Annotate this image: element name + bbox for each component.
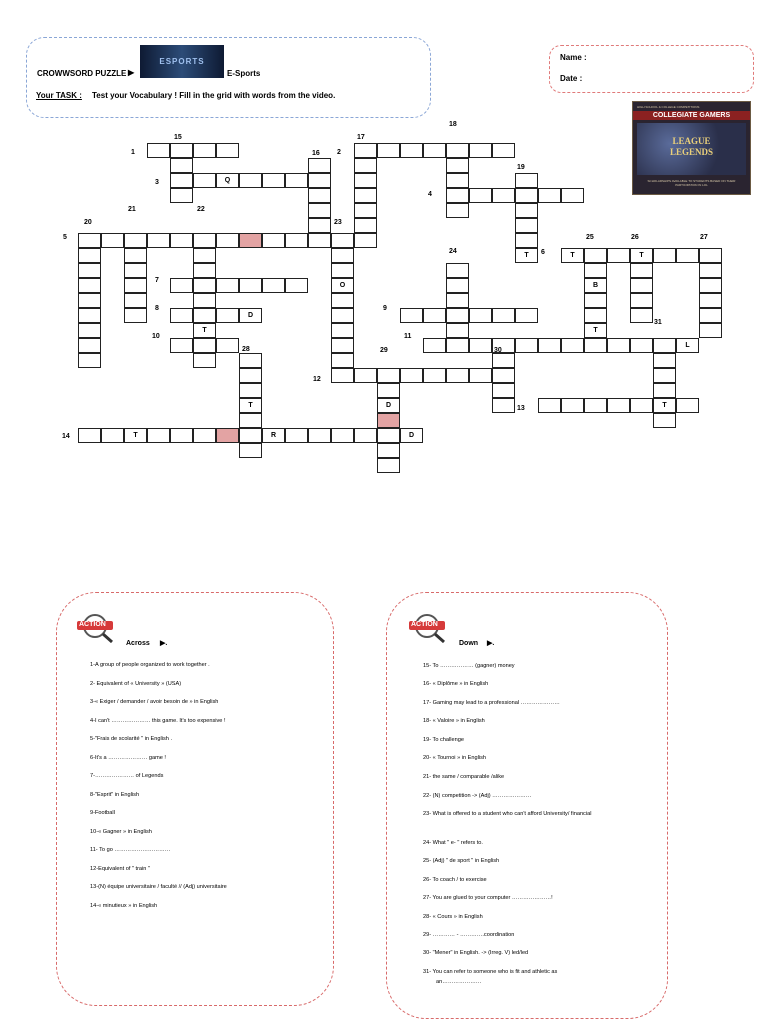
grid-cell[interactable] — [354, 233, 377, 248]
clue-number: 22 — [197, 206, 205, 213]
clue-number: 31 — [654, 319, 662, 326]
grid-cell[interactable] — [400, 143, 423, 158]
grid-cell[interactable] — [78, 278, 101, 293]
grid-cell[interactable] — [308, 158, 331, 173]
grid-cell[interactable] — [446, 293, 469, 308]
clue-number: 11 — [404, 333, 412, 340]
down-heading: Down — [459, 640, 479, 647]
down-clue: 26- To coach / to exercise — [423, 877, 487, 883]
down-clue: 15- To ……………… (gagner) money — [423, 663, 515, 669]
grid-cell[interactable] — [331, 248, 354, 263]
grid-cell[interactable] — [630, 398, 653, 413]
clue-number: 12 — [313, 376, 321, 383]
grid-cell[interactable] — [147, 233, 170, 248]
grid-cell[interactable] — [492, 398, 515, 413]
grid-cell[interactable] — [170, 308, 193, 323]
poster-logo-line1: LEAGUE — [672, 136, 711, 146]
down-clue: 20- « Tournoi » in English — [423, 755, 487, 761]
grid-cell[interactable] — [262, 233, 285, 248]
down-clue: 17- Gaming may lead to a professional ………………… — [423, 700, 560, 706]
grid-cell[interactable] — [492, 368, 515, 383]
across-clue: 13-(N) équipe universitaire / faculté // (Adj) universitaire — [90, 884, 227, 890]
grid-cell[interactable] — [584, 263, 607, 278]
grid-cell[interactable] — [469, 368, 492, 383]
down-clue: 21- the same / comparable /alike — [423, 774, 505, 780]
down-clue: an………………… — [436, 979, 482, 985]
clue-number: 20 — [84, 219, 92, 226]
grid-cell[interactable] — [193, 173, 216, 188]
clue-number: 7 — [155, 277, 159, 284]
grid-cell[interactable] — [331, 323, 354, 338]
clue-number: 15 — [174, 134, 182, 141]
grid-cell[interactable]: T — [515, 248, 538, 263]
grid-cell[interactable] — [78, 308, 101, 323]
grid-cell[interactable] — [446, 158, 469, 173]
grid-cell[interactable] — [423, 338, 446, 353]
grid-cell[interactable] — [699, 293, 722, 308]
grid-cell[interactable] — [193, 428, 216, 443]
grid-cell[interactable] — [216, 233, 239, 248]
date-label: Date : — [560, 74, 583, 83]
grid-cell[interactable]: T — [653, 398, 676, 413]
grid-cell[interactable] — [193, 143, 216, 158]
clue-number: 9 — [383, 305, 387, 312]
grid-cell[interactable] — [78, 263, 101, 278]
clue-number: 23 — [334, 219, 342, 226]
grid-cell[interactable] — [78, 323, 101, 338]
down-clue: 24- What " e- " refers to. — [423, 840, 483, 846]
grid-cell[interactable] — [170, 233, 193, 248]
across-clue: 1-A group of people organized to work together . — [90, 662, 210, 668]
down-clue: 25- (Adj) " de sport " in English — [423, 858, 500, 864]
grid-cell[interactable] — [492, 353, 515, 368]
across-clue: 11- To go ………………………… — [90, 847, 171, 853]
down-clue: 28- « Cours » in English — [423, 914, 483, 920]
grid-cell[interactable] — [216, 278, 239, 293]
grid-cell[interactable]: T — [561, 248, 584, 263]
grid-cell[interactable] — [331, 308, 354, 323]
grid-cell[interactable] — [515, 188, 538, 203]
grid-cell[interactable] — [423, 308, 446, 323]
grid-cell[interactable] — [308, 218, 331, 233]
grid-cell[interactable] — [124, 233, 147, 248]
grid-cell[interactable] — [239, 428, 262, 443]
down-clue: 22- (N) competition -> (Adj) ………………… — [423, 793, 532, 799]
grid-cell[interactable]: D — [400, 428, 423, 443]
grid-cell[interactable] — [331, 353, 354, 368]
grid-cell[interactable] — [354, 428, 377, 443]
grid-cell[interactable] — [331, 263, 354, 278]
clue-number: 21 — [128, 206, 136, 213]
topic-label: E-Sports — [227, 69, 261, 78]
grid-cell[interactable]: T — [124, 428, 147, 443]
grid-cell[interactable] — [216, 308, 239, 323]
grid-cell[interactable] — [653, 368, 676, 383]
grid-cell[interactable] — [377, 143, 400, 158]
grid-cell[interactable] — [607, 398, 630, 413]
down-clue: 29- ………… - ………….coordination — [423, 932, 515, 938]
across-arrow: ▶. — [160, 640, 168, 647]
clue-number: 3 — [155, 179, 159, 186]
grid-cell[interactable] — [492, 383, 515, 398]
across-badge-text: ACTION — [79, 621, 106, 628]
grid-cell[interactable] — [285, 278, 308, 293]
across-badge — [74, 613, 124, 643]
grid-cell[interactable]: B — [584, 278, 607, 293]
grid-cell[interactable] — [653, 338, 676, 353]
grid-cell[interactable] — [331, 428, 354, 443]
grid-cell[interactable] — [515, 308, 538, 323]
grid-cell[interactable] — [124, 293, 147, 308]
down-badge — [406, 613, 456, 643]
grid-cell[interactable] — [515, 233, 538, 248]
grid-cell[interactable] — [262, 278, 285, 293]
grid-cell[interactable] — [331, 368, 354, 383]
grid-cell[interactable] — [446, 173, 469, 188]
clue-number: 19 — [517, 164, 525, 171]
clue-number: 2 — [337, 149, 341, 156]
grid-cell[interactable] — [400, 308, 423, 323]
grid-cell[interactable] — [331, 233, 354, 248]
grid-cell[interactable] — [216, 338, 239, 353]
grid-cell[interactable] — [377, 458, 400, 473]
grid-cell[interactable] — [78, 233, 101, 248]
down-arrow: ▶. — [487, 640, 495, 647]
grid-cell[interactable] — [469, 308, 492, 323]
across-clue: 4-I can't ………………… this game. It's too expensive ! — [90, 717, 226, 724]
grid-cell[interactable] — [584, 338, 607, 353]
grid-cell[interactable] — [653, 413, 676, 428]
grid-cell[interactable] — [377, 428, 400, 443]
grid-cell[interactable] — [423, 368, 446, 383]
grid-cell[interactable] — [239, 353, 262, 368]
grid-cell[interactable] — [469, 143, 492, 158]
grid-cell[interactable] — [515, 338, 538, 353]
grid-cell[interactable] — [630, 293, 653, 308]
clue-number: 14 — [62, 433, 70, 440]
grid-cell[interactable] — [78, 338, 101, 353]
grid-cell[interactable] — [239, 368, 262, 383]
clue-number: 28 — [242, 346, 250, 353]
across-clue: 9-Football — [90, 810, 115, 816]
across-clue: 8-"Esprit" in English — [90, 791, 140, 798]
grid-cell[interactable] — [216, 143, 239, 158]
clue-number: 4 — [428, 191, 432, 198]
clue-number: 13 — [517, 405, 525, 412]
grid-cell[interactable] — [538, 188, 561, 203]
grid-cell[interactable] — [446, 308, 469, 323]
grid-cell[interactable] — [469, 188, 492, 203]
grid-cell[interactable] — [147, 428, 170, 443]
grid-cell[interactable] — [561, 338, 584, 353]
grid-cell[interactable] — [630, 308, 653, 323]
grid-cell[interactable] — [124, 278, 147, 293]
grid-cell[interactable] — [170, 143, 193, 158]
grid-cell[interactable] — [193, 233, 216, 248]
down-clue: 23- What is offered to a student who can't afford University/ financial — [423, 811, 592, 817]
clue-number: 27 — [700, 234, 708, 241]
grid-cell[interactable] — [216, 428, 239, 443]
grid-cell[interactable] — [630, 338, 653, 353]
grid-cell[interactable] — [446, 203, 469, 218]
grid-cell[interactable] — [331, 293, 354, 308]
poster-bottom-line: SCHOLARSHIPS AVAILABLE TO STUDENTS BASED ON THEIR PARTICIPATION IN LOL — [647, 179, 736, 187]
grid-cell[interactable] — [354, 203, 377, 218]
across-clue: 3-« Exiger / demander / avoir besoin de » in English — [90, 699, 219, 705]
grid-cell[interactable] — [377, 383, 400, 398]
magnifier-icon — [74, 613, 124, 643]
clue-number: 8 — [155, 305, 159, 312]
grid-cell[interactable] — [584, 308, 607, 323]
grid-cell[interactable]: T — [584, 323, 607, 338]
grid-cell[interactable] — [308, 188, 331, 203]
grid-cell[interactable] — [630, 263, 653, 278]
grid-cell[interactable] — [239, 413, 262, 428]
grid-cell[interactable]: L — [676, 338, 699, 353]
grid-cell[interactable] — [400, 368, 423, 383]
task-text: Test your Vocabulary ! Fill in the grid with words from the video. — [92, 91, 336, 100]
clue-number: 10 — [152, 333, 160, 340]
grid-cell[interactable] — [239, 173, 262, 188]
grid-cell[interactable] — [170, 428, 193, 443]
grid-cell[interactable] — [101, 428, 124, 443]
grid-cell[interactable] — [469, 338, 492, 353]
grid-cell[interactable] — [354, 143, 377, 158]
grid-cell[interactable]: Q — [216, 173, 239, 188]
grid-cell[interactable] — [653, 353, 676, 368]
grid-cell[interactable] — [446, 323, 469, 338]
grid-cell[interactable] — [170, 173, 193, 188]
grid-cell[interactable] — [653, 248, 676, 263]
grid-cell[interactable] — [653, 383, 676, 398]
grid-cell[interactable] — [630, 278, 653, 293]
grid-cell[interactable]: T — [193, 323, 216, 338]
clue-number: 16 — [312, 150, 320, 157]
grid-cell[interactable] — [515, 203, 538, 218]
down-badge-text: ACTION — [411, 621, 438, 628]
grid-cell[interactable] — [515, 173, 538, 188]
grid-cell[interactable] — [446, 368, 469, 383]
across-clue: 10-« Gagner » in English — [90, 828, 152, 835]
grid-cell[interactable] — [170, 158, 193, 173]
grid-cell[interactable] — [170, 338, 193, 353]
grid-cell[interactable] — [354, 368, 377, 383]
grid-cell[interactable] — [170, 188, 193, 203]
grid-cell[interactable] — [538, 338, 561, 353]
across-clue: 6-It's a ………………… game ! — [90, 754, 166, 761]
clue-number: 17 — [357, 134, 365, 141]
clue-number: 1 — [131, 149, 135, 156]
grid-cell[interactable] — [538, 398, 561, 413]
grid-cell[interactable] — [423, 143, 446, 158]
grid-cell[interactable] — [354, 188, 377, 203]
grid-cell[interactable] — [308, 173, 331, 188]
grid-cell[interactable]: O — [331, 278, 354, 293]
clue-number: 30 — [494, 347, 502, 354]
crossword-grid — [0, 0, 768, 500]
across-clue: 12-Equivalent of " train " — [90, 865, 150, 872]
grid-cell[interactable] — [124, 263, 147, 278]
grid-cell[interactable] — [584, 398, 607, 413]
grid-cell[interactable] — [377, 413, 400, 428]
magnifier-icon — [406, 613, 456, 643]
grid-cell[interactable] — [584, 248, 607, 263]
grid-cell[interactable] — [331, 338, 354, 353]
grid-cell[interactable] — [446, 143, 469, 158]
grid-cell[interactable] — [354, 218, 377, 233]
grid-cell[interactable] — [262, 173, 285, 188]
grid-cell[interactable] — [308, 203, 331, 218]
down-clue: 18- « Valoire » in English — [423, 718, 485, 724]
grid-cell[interactable]: T — [630, 248, 653, 263]
grid-cell[interactable] — [699, 308, 722, 323]
across-clue: 2- Equivalent of « University » (USA) — [90, 680, 182, 687]
grid-cell[interactable] — [78, 428, 101, 443]
across-heading: Across — [126, 640, 150, 647]
clue-number: 25 — [586, 234, 594, 241]
grid-cell[interactable] — [193, 278, 216, 293]
grid-cell[interactable] — [101, 233, 124, 248]
grid-cell[interactable] — [561, 188, 584, 203]
grid-cell[interactable] — [446, 278, 469, 293]
grid-cell[interactable] — [193, 293, 216, 308]
clue-number: 29 — [380, 347, 388, 354]
banner-text: ESPORTS — [159, 57, 205, 66]
grid-cell[interactable] — [492, 308, 515, 323]
grid-cell[interactable] — [193, 353, 216, 368]
grid-cell[interactable] — [124, 308, 147, 323]
grid-cell[interactable] — [492, 143, 515, 158]
grid-cell[interactable] — [354, 158, 377, 173]
poster-top-line: HIGH SCHOOL & COLLEGE COMPETITIONS — [637, 105, 700, 109]
grid-cell[interactable] — [239, 383, 262, 398]
grid-cell[interactable] — [676, 398, 699, 413]
clue-number: 6 — [541, 249, 545, 256]
grid-cell[interactable] — [699, 263, 722, 278]
down-clue: 30- "Mener" in English. -> (Irreg. V) led/led — [423, 950, 529, 956]
grid-cell[interactable] — [699, 278, 722, 293]
clue-number: 24 — [449, 248, 457, 255]
name-label: Name : — [560, 53, 587, 62]
poster-logo-line2: LEGENDS — [669, 147, 713, 157]
puzzle-title: CROWWSORD PUZZLE — [37, 69, 127, 78]
grid-cell[interactable] — [239, 443, 262, 458]
grid-cell[interactable] — [515, 218, 538, 233]
grid-cell[interactable] — [446, 188, 469, 203]
task-label: Your TASK : — [36, 91, 82, 100]
grid-cell[interactable] — [699, 323, 722, 338]
grid-cell[interactable] — [285, 173, 308, 188]
grid-cell[interactable]: T — [239, 398, 262, 413]
poster-title: COLLEGIATE GAMERS — [633, 111, 750, 120]
grid-cell[interactable] — [239, 278, 262, 293]
arrow-icon: ▶ — [128, 68, 135, 77]
grid-cell[interactable] — [354, 173, 377, 188]
grid-cell[interactable] — [584, 293, 607, 308]
grid-cell[interactable]: D — [377, 398, 400, 413]
grid-cell[interactable] — [561, 398, 584, 413]
grid-cell[interactable] — [193, 248, 216, 263]
clue-number: 26 — [631, 234, 639, 241]
grid-cell[interactable] — [699, 248, 722, 263]
down-clue: 16- « Diplôme » in English — [423, 681, 489, 687]
grid-cell[interactable] — [377, 443, 400, 458]
grid-cell[interactable] — [193, 263, 216, 278]
grid-cell[interactable] — [308, 233, 331, 248]
grid-cell[interactable] — [676, 248, 699, 263]
clue-number: 18 — [449, 121, 457, 128]
grid-cell[interactable] — [78, 293, 101, 308]
grid-cell[interactable] — [607, 248, 630, 263]
down-clue: 19- To challenge — [423, 737, 464, 743]
grid-cell[interactable] — [377, 368, 400, 383]
across-clue: 5-"Frais de scolarité " in English . — [90, 736, 173, 742]
grid-cell[interactable] — [193, 308, 216, 323]
down-clue: 31- You can refer to someone who is fit and athletic as — [423, 969, 558, 975]
grid-cell[interactable] — [124, 248, 147, 263]
grid-cell[interactable] — [607, 338, 630, 353]
down-clue: 27- You are glued to your computer …………………! — [423, 895, 553, 901]
grid-cell[interactable] — [78, 248, 101, 263]
grid-cell[interactable] — [492, 188, 515, 203]
across-clue: 14-« minutieux » in English — [90, 902, 158, 909]
across-panel — [56, 592, 334, 1006]
grid-cell[interactable] — [78, 353, 101, 368]
grid-cell[interactable] — [239, 233, 262, 248]
grid-cell[interactable] — [170, 278, 193, 293]
grid-cell[interactable] — [193, 338, 216, 353]
grid-cell[interactable]: D — [239, 308, 262, 323]
across-clue: 7-………………… of Legends — [90, 773, 164, 779]
grid-cell[interactable] — [446, 338, 469, 353]
grid-cell[interactable] — [285, 428, 308, 443]
grid-cell[interactable] — [308, 428, 331, 443]
grid-cell[interactable]: R — [262, 428, 285, 443]
grid-cell[interactable] — [446, 263, 469, 278]
clue-number: 5 — [63, 234, 67, 241]
grid-cell[interactable] — [147, 143, 170, 158]
grid-cell[interactable] — [285, 233, 308, 248]
